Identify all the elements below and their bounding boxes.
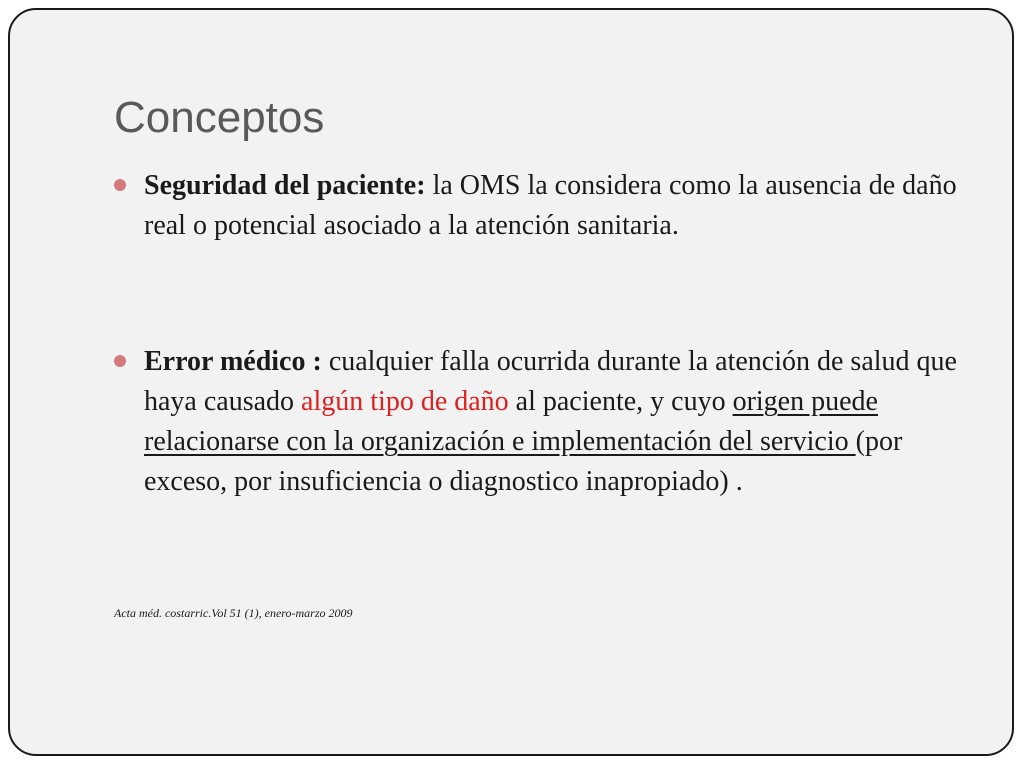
- definition-patient-safety: la OMS la considera como la ausencia de daño real o potencial asociado a la atención sanitaria.: [144, 170, 957, 241]
- term-medical-error: Error médico :: [144, 346, 322, 377]
- underlined-origin: origen puede relacionarse con la organización e implementación del servicio: [144, 386, 878, 457]
- highlight-harm: algún tipo de daño: [301, 386, 509, 417]
- definition-part-3: (por exceso, por insuficiencia o diagnostico inapropiado) .: [144, 426, 903, 497]
- bullet-medical-error: [144, 342, 964, 502]
- slide-title: Conceptos: [114, 93, 325, 142]
- definition-part-1: cualquier falla ocurrida durante la atención de salud que haya causado: [144, 346, 957, 417]
- definition-part-2: al paciente, y cuyo: [508, 386, 733, 417]
- term-patient-safety: Seguridad del paciente:: [144, 170, 426, 201]
- citation: Acta méd. costarric.Vol 51 (1), enero-marzo 2009: [114, 606, 353, 620]
- bullet-dot-icon: [114, 179, 126, 191]
- bullet-dot-icon: [114, 355, 126, 367]
- bullet-patient-safety: [144, 166, 964, 246]
